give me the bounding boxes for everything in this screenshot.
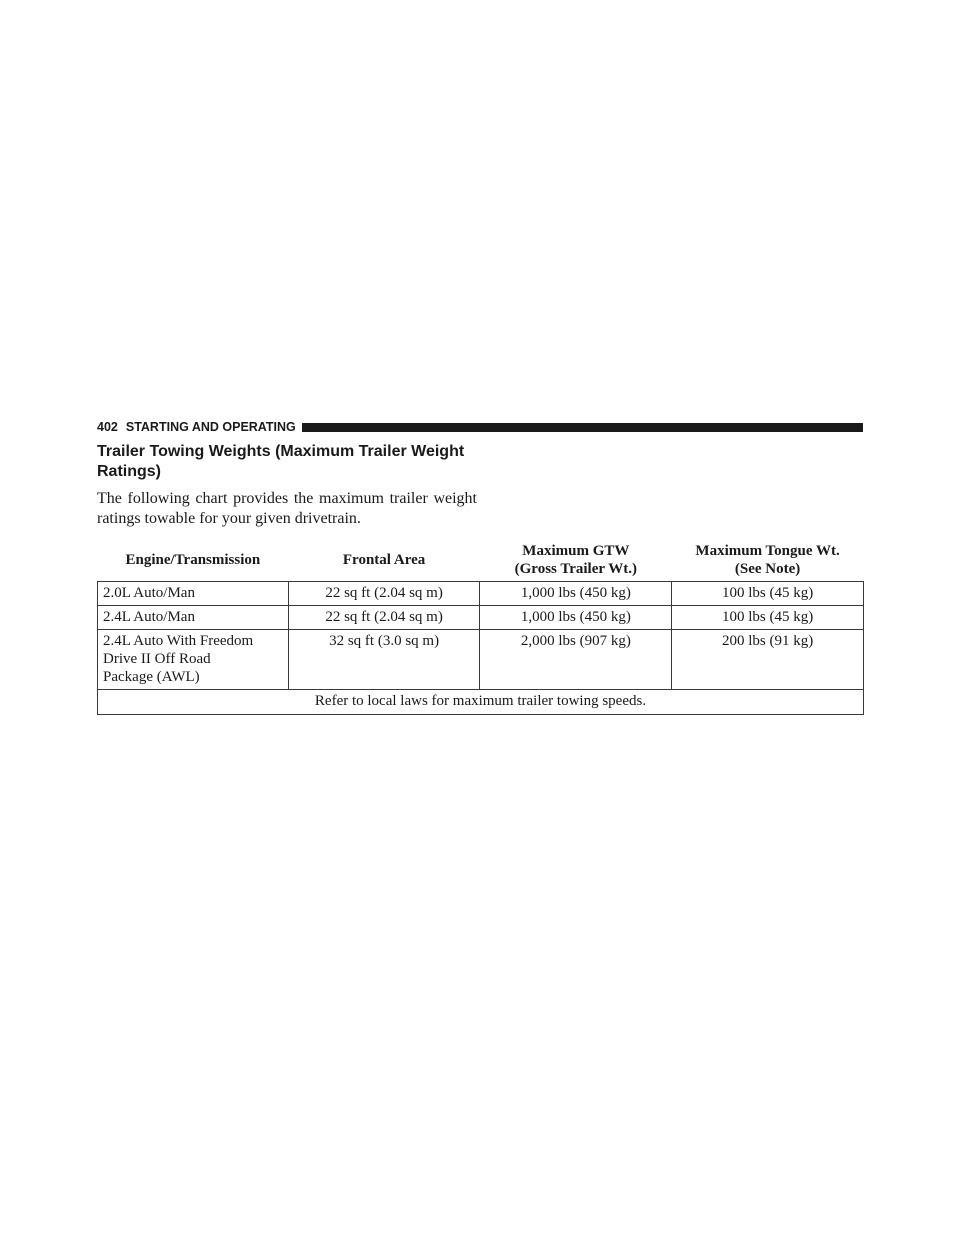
cell-engine-line1: 2.4L Auto With Freedom bbox=[103, 633, 254, 649]
table-row bbox=[98, 606, 864, 630]
header-max-tongue bbox=[672, 541, 864, 582]
table-note-row bbox=[98, 690, 864, 715]
cell-max-gtw: 1,000 lbs (450 kg) bbox=[480, 606, 672, 630]
cell-frontal-area: 32 sq ft (3.0 sq m) bbox=[288, 630, 480, 690]
header-max-gtw-line1: Maximum GTW bbox=[522, 543, 630, 559]
cell-engine: 2.0L Auto/Man bbox=[98, 582, 289, 606]
page-header bbox=[97, 417, 863, 437]
header-max-gtw bbox=[480, 541, 672, 582]
cell-frontal-area: 22 sq ft (2.04 sq m) bbox=[288, 606, 480, 630]
intro-paragraph: The following chart provides the maximum trailer weight ratings towable for your given drivetrain. bbox=[97, 490, 477, 527]
header-max-tongue-line2: (See Note) bbox=[734, 561, 801, 577]
header-engine-transmission: Engine/Transmission bbox=[98, 541, 289, 582]
table-note: Refer to local laws for maximum trailer towing speeds. bbox=[98, 690, 864, 715]
cell-engine-line3: Package (AWL) bbox=[103, 669, 200, 685]
cell-frontal-area: 22 sq ft (2.04 sq m) bbox=[288, 582, 480, 606]
cell-max-gtw: 2,000 lbs (907 kg) bbox=[480, 630, 672, 690]
table-row bbox=[98, 582, 864, 606]
cell-engine-line2: Drive II Off Road bbox=[103, 651, 211, 667]
cell-max-gtw: 1,000 lbs (450 kg) bbox=[480, 582, 672, 606]
cell-max-tongue: 100 lbs (45 kg) bbox=[672, 582, 864, 606]
section-title: STARTING AND OPERATING bbox=[125, 420, 296, 434]
cell-max-tongue: 100 lbs (45 kg) bbox=[672, 606, 864, 630]
cell-max-tongue: 200 lbs (91 kg) bbox=[672, 630, 864, 690]
cell-engine bbox=[98, 630, 289, 690]
towing-weights-table bbox=[97, 541, 864, 715]
header-max-tongue-line1: Maximum Tongue Wt. bbox=[695, 543, 840, 559]
table-row bbox=[98, 630, 864, 690]
table-header-row bbox=[98, 541, 864, 582]
page-number: 402 bbox=[97, 420, 118, 434]
header-rule bbox=[302, 423, 863, 432]
page-heading: Trailer Towing Weights (Maximum Trailer Weight Ratings) bbox=[97, 443, 465, 480]
header-max-gtw-line2: (Gross Trailer Wt.) bbox=[514, 561, 637, 577]
cell-engine: 2.4L Auto/Man bbox=[98, 606, 289, 630]
header-frontal-area: Frontal Area bbox=[288, 541, 480, 582]
